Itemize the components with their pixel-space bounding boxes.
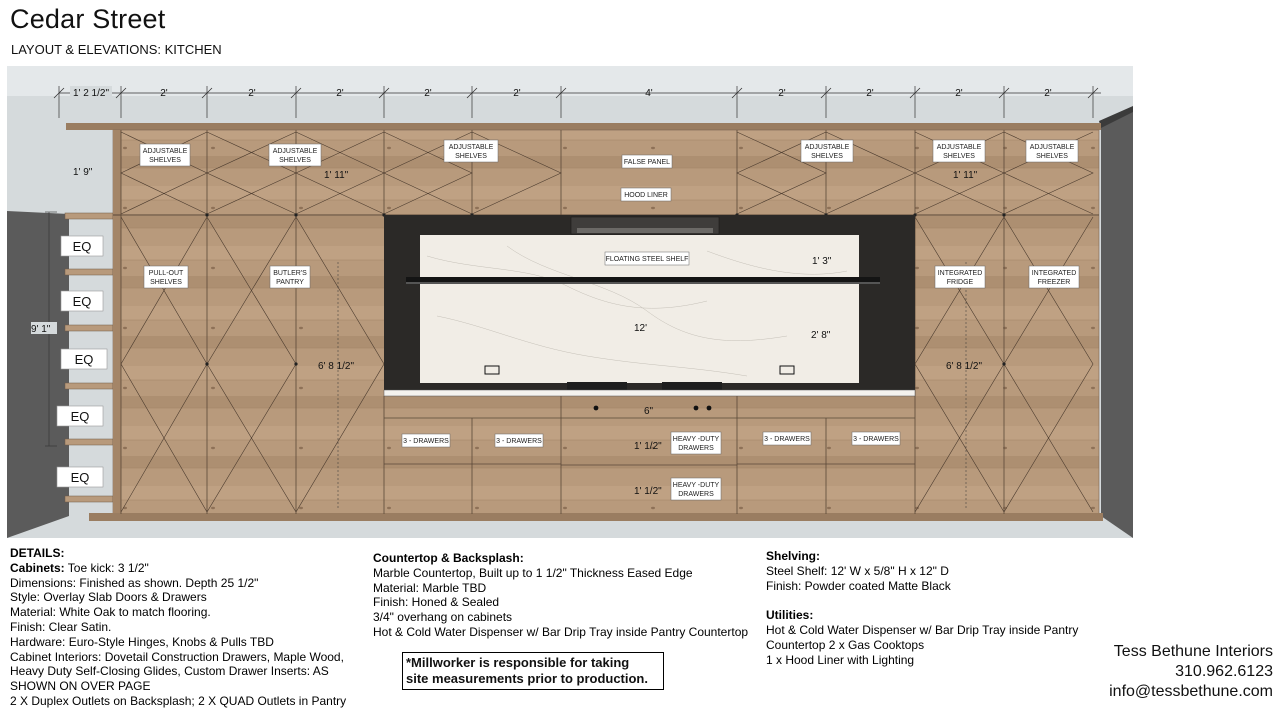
detail-line: Dimensions: Finished as shown. Depth 25 1/2" bbox=[10, 575, 259, 590]
top-dimension: 2' bbox=[336, 88, 344, 99]
dimension-overall-height: 9' 1" bbox=[31, 324, 51, 335]
label-heavy-duty-drawers: HEAVY -DUTY bbox=[672, 436, 720, 443]
svg-text:SHELVES: SHELVES bbox=[279, 157, 311, 164]
top-dimension: 2' bbox=[424, 88, 432, 99]
top-dimension: 2' bbox=[160, 88, 168, 99]
label-adjustable-shelves: ADJUSTABLE bbox=[936, 144, 982, 151]
notice-line: site measurements prior to production. bbox=[406, 671, 648, 686]
detail-line: Heavy Duty Self-Closing Glides, Custom Drawer Inserts: AS bbox=[10, 664, 329, 679]
top-dimension: 1' 2 1/2" bbox=[72, 88, 110, 99]
svg-text:SHELVES: SHELVES bbox=[455, 153, 487, 160]
dimension-shelf-length: 12' bbox=[634, 323, 648, 334]
svg-text:FREEZER: FREEZER bbox=[1037, 279, 1071, 286]
utilities-line: 1 x Hood Liner with Lighting bbox=[766, 652, 915, 667]
svg-text:FRIDGE: FRIDGE bbox=[946, 279, 974, 286]
utilities-heading: Utilities: bbox=[766, 608, 814, 623]
label-hood-liner: HOOD LINER bbox=[624, 192, 668, 199]
top-dimension: 2' bbox=[955, 88, 963, 99]
label-three-drawers: 3 - DRAWERS bbox=[853, 436, 899, 443]
countertop-line: Hot & Cold Water Dispenser w/ Bar Drip Tray inside Pantry Countertop bbox=[373, 624, 749, 639]
details-heading: DETAILS: bbox=[10, 546, 65, 560]
detail-line: SHOWN ON OVER PAGE bbox=[10, 679, 151, 694]
company-phone: 310.962.6123 bbox=[1175, 663, 1273, 680]
label-adjustable-shelves: ADJUSTABLE bbox=[448, 144, 494, 151]
svg-text:SHELVES: SHELVES bbox=[943, 153, 975, 160]
top-dimension: 2' bbox=[248, 88, 256, 99]
label-floating-steel-shelf: FLOATING STEEL SHELF bbox=[605, 256, 689, 263]
dimension-upper-cabinet-right: 1' 11" bbox=[953, 170, 978, 181]
floating-steel-shelf bbox=[406, 277, 880, 282]
dimension-drawer: 1' 1/2" bbox=[634, 486, 662, 497]
detail-line: 2 X Duplex Outlets on Backsplash; 2 X QUAD Outlets in Pantry bbox=[10, 693, 347, 708]
svg-text:PANTRY: PANTRY bbox=[276, 279, 304, 286]
utilities-line: Countertop 2 x Gas Cooktops bbox=[766, 637, 925, 652]
countertop bbox=[384, 390, 915, 396]
countertop-line: Marble Countertop, Built up to 1 1/2" Thickness Eased Edge bbox=[373, 565, 693, 580]
shelving-line: Steel Shelf: 12' W x 5/8" H x 12" D bbox=[766, 563, 949, 578]
label-three-drawers: 3 - DRAWERS bbox=[403, 438, 449, 445]
page-subtitle: LAYOUT & ELEVATIONS: KITCHEN bbox=[11, 42, 222, 57]
detail-line: Style: Overlay Slab Doors & Drawers bbox=[10, 590, 207, 605]
gas-cooktop bbox=[567, 382, 627, 390]
dimension-tall-left: 6' 8 1/2" bbox=[318, 361, 355, 372]
label-three-drawers: 3 - DRAWERS bbox=[496, 438, 542, 445]
detail-line: Cabinet Interiors: Dovetail Construction Drawers, Maple Wood, bbox=[10, 649, 344, 664]
label-false-panel: FALSE PANEL bbox=[623, 159, 671, 166]
eq-label: EQ bbox=[70, 470, 90, 485]
eq-label: EQ bbox=[74, 352, 94, 367]
kitchen-elevation-drawing bbox=[7, 66, 1133, 538]
wall-shadow-right bbox=[1101, 110, 1133, 538]
label-heavy-duty-drawers: HEAVY -DUTY bbox=[672, 482, 720, 489]
dimension-upper-left: 1' 9" bbox=[73, 167, 93, 178]
top-dimension: 4' bbox=[645, 88, 653, 99]
eq-label: EQ bbox=[70, 409, 90, 424]
label-adjustable-shelves: ADJUSTABLE bbox=[804, 144, 850, 151]
crown-moulding bbox=[66, 123, 1101, 130]
label-butlers-pantry: BUTLER'S bbox=[273, 270, 307, 277]
dimension-shelf-gap: 1' 3" bbox=[812, 256, 832, 267]
eq-label: EQ bbox=[72, 239, 92, 254]
shelving-heading: Shelving: bbox=[766, 549, 821, 563]
countertop-section bbox=[373, 551, 763, 640]
svg-text:SHELVES: SHELVES bbox=[150, 279, 182, 286]
dimension-backsplash: 2' 8" bbox=[811, 330, 831, 341]
countertop-line: Material: Marble TBD bbox=[373, 580, 487, 595]
label-pull-out-shelves: PULL-OUT bbox=[148, 270, 184, 277]
shelving-section bbox=[766, 549, 1096, 668]
dimension-counter-gap: 6" bbox=[644, 406, 654, 417]
detail-line: Finish: Clear Satin. bbox=[10, 619, 112, 634]
dimension-tall-right: 6' 8 1/2" bbox=[946, 361, 983, 372]
label-integrated-fridge: INTEGRATED bbox=[937, 270, 983, 277]
dimension-upper-cabinet: 1' 11" bbox=[324, 170, 349, 181]
label-three-drawers: 3 - DRAWERS bbox=[764, 436, 810, 443]
dimension-drawer: 1' 1/2" bbox=[634, 441, 662, 452]
detail-line: Hardware: Euro-Style Hinges, Knobs & Pulls TBD bbox=[10, 634, 274, 649]
svg-text:DRAWERS: DRAWERS bbox=[678, 445, 714, 452]
toe-kick bbox=[89, 513, 1103, 521]
detail-line: Material: White Oak to match flooring. bbox=[10, 605, 211, 620]
countertop-heading: Countertop & Backsplash: bbox=[373, 551, 524, 565]
cabinets-label: Cabinets: bbox=[10, 560, 65, 575]
shelving-line: Finish: Powder coated Matte Black bbox=[766, 578, 951, 593]
label-adjustable-shelves: ADJUSTABLE bbox=[272, 148, 318, 155]
label-adjustable-shelves: ADJUSTABLE bbox=[142, 148, 188, 155]
detail-line: Toe kick: 3 1/2" bbox=[64, 560, 149, 575]
utilities-line: Hot & Cold Water Dispenser w/ Bar Drip Tray inside Pantry bbox=[766, 623, 1079, 638]
millworker-notice bbox=[402, 652, 664, 690]
top-dimension: 2' bbox=[866, 88, 874, 99]
details-section bbox=[10, 546, 360, 709]
svg-text:DRAWERS: DRAWERS bbox=[678, 491, 714, 498]
company-contact bbox=[1109, 642, 1273, 702]
company-email: info@tessbethune.com bbox=[1109, 683, 1273, 700]
countertop-line: 3/4" overhang on cabinets bbox=[373, 610, 513, 625]
eq-label: EQ bbox=[72, 294, 92, 309]
svg-text:SHELVES: SHELVES bbox=[149, 157, 181, 164]
svg-text:SHELVES: SHELVES bbox=[1036, 153, 1068, 160]
label-adjustable-shelves: ADJUSTABLE bbox=[1029, 144, 1075, 151]
top-dimension: 2' bbox=[513, 88, 521, 99]
countertop-line: Finish: Honed & Sealed bbox=[373, 595, 500, 610]
wall-shadow-left bbox=[7, 211, 69, 538]
top-dimension: 2' bbox=[778, 88, 786, 99]
svg-text:SHELVES: SHELVES bbox=[811, 153, 843, 160]
company-name: Tess Bethune Interiors bbox=[1113, 643, 1273, 660]
notice-line: *Millworker is responsible for taking bbox=[406, 655, 630, 670]
gas-cooktop bbox=[662, 382, 722, 390]
top-dimension: 2' bbox=[1044, 88, 1052, 99]
label-integrated-freezer: INTEGRATED bbox=[1031, 270, 1077, 277]
page-title: Cedar Street bbox=[10, 4, 166, 34]
